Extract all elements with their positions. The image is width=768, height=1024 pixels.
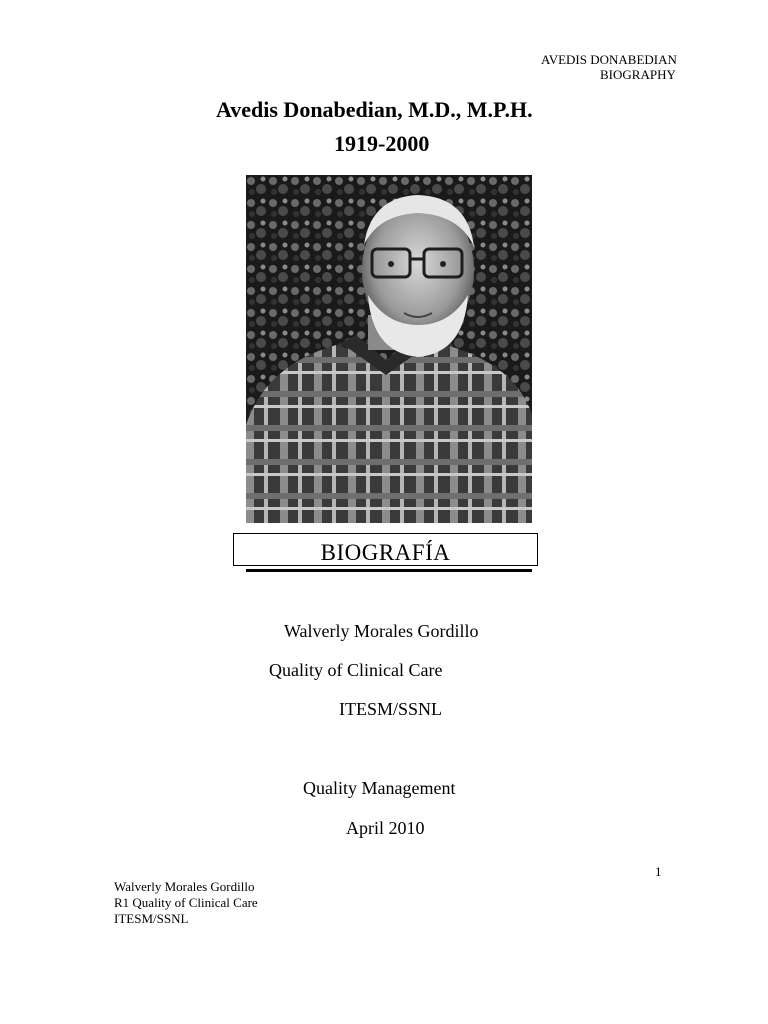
institution-name: ITESM/SSNL (339, 699, 443, 719)
course-name: Quality Management (303, 778, 456, 798)
author-name: Walverly Morales Gordillo (284, 621, 479, 641)
document-date: April 2010 (346, 818, 425, 838)
header-title-line: AVEDIS DONABEDIAN (541, 52, 677, 67)
footer-author: Walverly Morales Gordillo (114, 879, 255, 894)
document-years: 1919-2000 (334, 131, 430, 156)
section-label: BIOGRAFÍA (320, 540, 451, 565)
program-name: Quality of Clinical Care (269, 660, 443, 680)
section-label-underline (246, 569, 532, 572)
footer-institution: ITESM/SSNL (114, 911, 189, 926)
header-subtitle-line: BIOGRAPHY (600, 67, 676, 82)
footer-program: R1 Quality of Clinical Care (114, 895, 258, 910)
page-number: 1 (655, 864, 662, 879)
portrait-photo (246, 175, 532, 523)
section-label-box (233, 533, 538, 566)
document-title: Avedis Donabedian, M.D., M.P.H. (216, 97, 533, 122)
